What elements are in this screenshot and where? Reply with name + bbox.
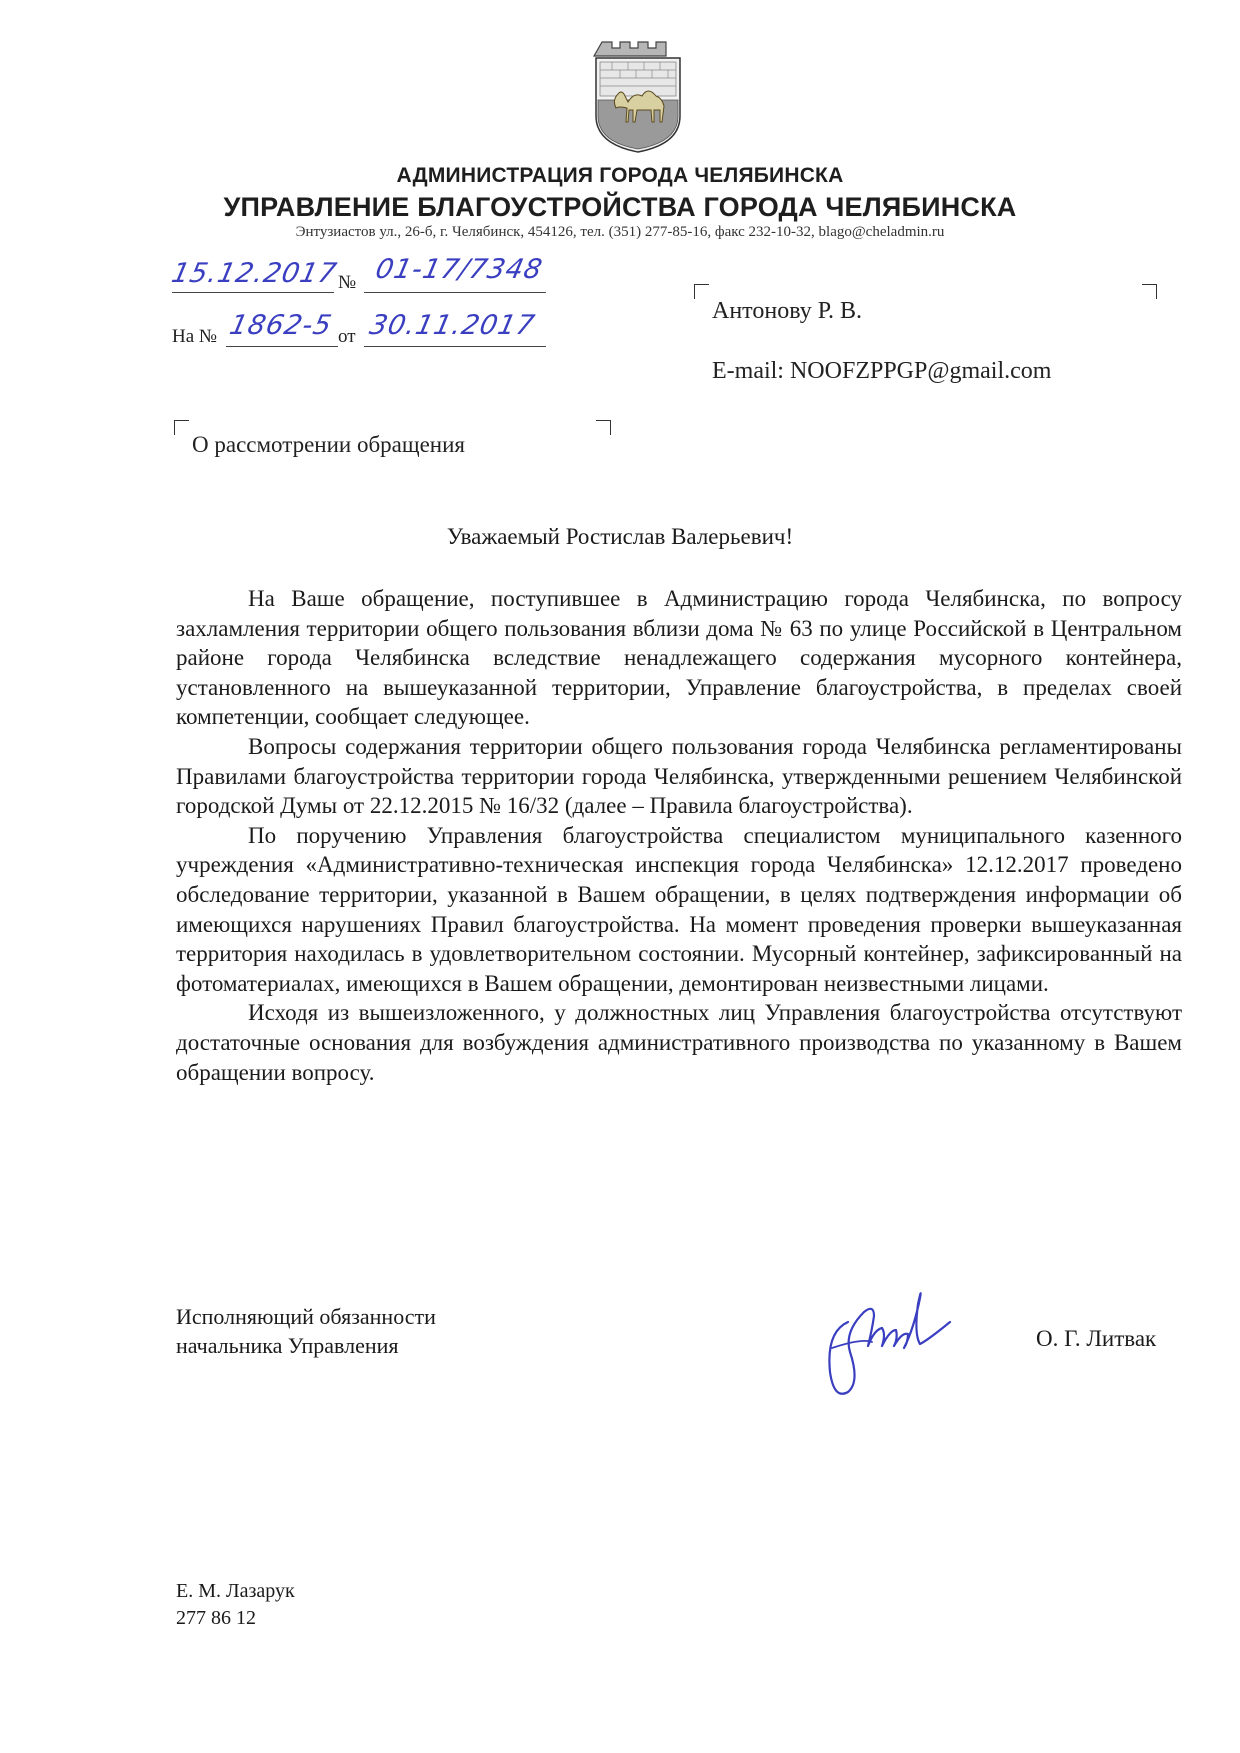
greeting: Уважаемый Ростислав Валерьевич!: [446, 524, 794, 549]
in-reply-date: 30.11.2017: [366, 310, 538, 341]
from-label: от: [338, 326, 356, 347]
body-paragraph-3: По поручению Управления благоустройства специалистом муниципального казенного учреждения «Административно-техническая инспекция города Челябинска» 12.12.2017 проведено обследование территории, указанной в Вашем обращении, в целях подтверждения информации об имеющихся нарушениях Правил благоустройства. На момент проведения проверки вышеуказанная территория находилась в удовлетворительном состоянии. Мусорный контейнер, зафиксированный на фотоматериалах, имеющихся в Вашем обращении, демонтирован неизвестными лицами.: [176, 822, 1182, 996]
executor-block: [176, 1578, 295, 1632]
signatory-role-line-1: Исполняющий обязанности: [176, 1304, 436, 1329]
signatory-name: О. Г. Литвак: [1036, 1326, 1157, 1351]
recipient-corner-right: [1142, 284, 1157, 299]
subject-corner-left: [174, 420, 189, 435]
signatory-role: [176, 1302, 436, 1360]
organization-address: Энтузиастов ул., 26-б, г. Челябинск, 454126, тел. (351) 277-85-16, факс 232-10-32, blago@cheladmin.ru: [295, 224, 945, 240]
letter-body: [176, 584, 1182, 1087]
in-reply-label: На №: [172, 326, 218, 347]
handwritten-signature-icon: [808, 1252, 988, 1422]
body-paragraph-2: Вопросы содержания территории общего пользования города Челябинска регламентированы Правилами благоустройства территории города Челябинска, утвержденными решением Челябинской городской Думы от 22.12.2015 № 16/32 (далее – Правила благоустройства).: [176, 733, 1182, 819]
outgoing-number: 01-17/7348: [372, 254, 546, 285]
signatory-role-line-2: начальника Управления: [176, 1333, 399, 1358]
recipient-name: Антонову Р. В.: [712, 298, 863, 324]
in-reply-number: 1862-5: [226, 310, 335, 341]
number-label: №: [338, 272, 357, 293]
recipient-corner-left: [694, 284, 709, 299]
executor-phone: 277 86 12: [176, 1607, 256, 1629]
outgoing-date: 15.12.2017: [168, 258, 340, 289]
executor-name: Е. М. Лазарук: [176, 1580, 295, 1602]
body-paragraph-1: На Ваше обращение, поступившее в Администрацию города Челябинска, по вопросу захламления территории общего пользования вблизи дома № 63 по улице Российской в Центральном районе города Челябинска вследствие ненадлежащего содержания мусорного контейнера, установленного на вышеуказанной территории, Управление благоустройства, в пределах своей компетенции, сообщает следующее.: [176, 586, 1182, 730]
subject-corner-right: [596, 420, 611, 435]
organization-line-1: АДМИНИСТРАЦИЯ ГОРОДА ЧЕЛЯБИНСКА: [396, 164, 844, 187]
coat-of-arms-icon: [586, 38, 690, 154]
organization-line-2: УПРАВЛЕНИЕ БЛАГОУСТРОЙСТВА ГОРОДА ЧЕЛЯБИНСКА: [223, 192, 1017, 222]
body-paragraph-4: Исходя из вышеизложенного, у должностных лиц Управления благоустройства отсутствуют достаточные основания для возбуждения административного производства по указанному в Вашем обращении вопросу.: [176, 1000, 1182, 1085]
recipient-email: E-mail: NOOFZPPGP@gmail.com: [712, 358, 1052, 384]
subject-line: О рассмотрении обращения: [192, 432, 465, 457]
